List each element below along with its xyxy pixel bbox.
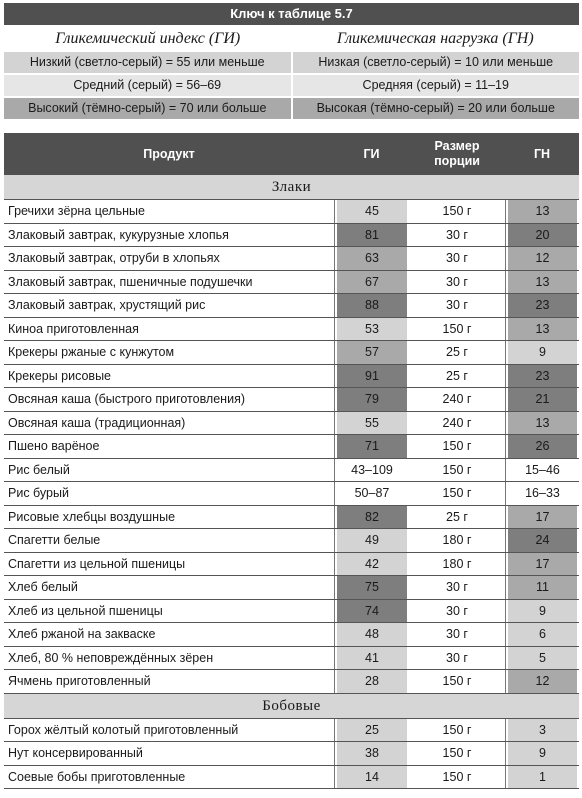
product-name: Гречихи зёрна цельные <box>8 204 145 219</box>
gn-value: 15–46 <box>525 462 560 477</box>
product-name: Рис белый <box>8 462 70 477</box>
portion-value: 30 г <box>446 298 468 313</box>
portion-value: 150 г <box>442 204 472 219</box>
gi-value: 42 <box>337 553 407 576</box>
table-row <box>4 766 579 790</box>
product-name: Крекеры рисовые <box>8 368 112 383</box>
table-row <box>4 341 579 365</box>
header-gn: ГН <box>533 146 551 161</box>
portion-value: 150 г <box>442 321 472 336</box>
key-gi-mid: Средний (серый) = 56–69 <box>4 75 291 96</box>
table-row <box>4 247 579 271</box>
gi-value: 75 <box>337 576 407 599</box>
product-name: Нут консервированный <box>8 746 143 761</box>
table-row <box>4 294 579 318</box>
portion-value: 150 г <box>442 674 472 689</box>
key-headings <box>4 25 579 52</box>
gi-cell <box>334 341 409 364</box>
gi-cell <box>334 271 409 294</box>
gn-value: 13 <box>508 271 577 294</box>
gn-cell <box>505 224 579 247</box>
gn-cell <box>505 482 579 505</box>
gn-cell <box>505 600 579 623</box>
gn-cell <box>505 365 579 388</box>
gn-value: 17 <box>508 553 577 576</box>
table-row <box>4 719 579 743</box>
gn-cell <box>505 742 579 765</box>
gi-cell <box>334 623 409 646</box>
portion-value: 30 г <box>446 274 468 289</box>
table-row <box>4 553 579 577</box>
product-name: Соевые бобы приготовленные <box>8 769 186 784</box>
gi-cell <box>334 412 409 435</box>
gi-value: 71 <box>337 435 407 458</box>
gn-cell <box>505 647 579 670</box>
gi-cell <box>334 294 409 317</box>
product-name: Хлеб белый <box>8 580 78 595</box>
header-gi: ГИ <box>363 146 380 161</box>
gi-value: 48 <box>337 623 407 646</box>
gn-value: 11 <box>508 576 577 599</box>
product-name: Овсяная каша (традиционная) <box>8 415 186 430</box>
gn-value: 5 <box>508 647 577 670</box>
product-name: Хлеб из цельной пшеницы <box>8 603 163 618</box>
gn-value: 13 <box>508 318 577 341</box>
gi-cell <box>334 766 409 789</box>
gn-cell <box>505 388 579 411</box>
gi-cell <box>334 435 409 458</box>
gn-value: 1 <box>508 766 577 789</box>
gn-value: 16–33 <box>525 486 560 501</box>
gn-cell <box>505 341 579 364</box>
gn-cell <box>505 459 579 482</box>
portion-value: 25 г <box>446 345 468 360</box>
gi-cell <box>334 318 409 341</box>
key-gi-high: Высокий (тёмно-серый) = 70 или больше <box>4 98 291 119</box>
product-name: Злаковый завтрак, хрустящий рис <box>8 298 206 313</box>
table-row <box>4 459 579 483</box>
gn-cell <box>505 247 579 270</box>
portion-value: 150 г <box>442 746 472 761</box>
gi-value: 81 <box>337 224 407 247</box>
gi-cell <box>334 719 409 742</box>
gn-value: 17 <box>508 506 577 529</box>
gn-value: 21 <box>508 388 577 411</box>
portion-value: 25 г <box>446 368 468 383</box>
product-name: Пшено варёное <box>8 439 100 454</box>
gi-value: 67 <box>337 271 407 294</box>
portion-value: 30 г <box>446 251 468 266</box>
gn-value: 12 <box>508 670 577 693</box>
product-name: Спагетти белые <box>8 533 101 548</box>
product-name: Горох жёлтый колотый приготовленный <box>8 722 239 737</box>
product-name: Хлеб, 80 % неповреждённых зёрен <box>8 650 214 665</box>
table-row <box>4 647 579 671</box>
product-name: Злаковый завтрак, отруби в хлопьях <box>8 251 220 266</box>
gn-value: 9 <box>508 742 577 765</box>
table-row <box>4 224 579 248</box>
gi-value: 57 <box>337 341 407 364</box>
gi-cell <box>334 365 409 388</box>
key-row-low <box>4 52 579 73</box>
gi-cell <box>334 742 409 765</box>
gn-value: 9 <box>508 600 577 623</box>
table-row <box>4 506 579 530</box>
gn-cell <box>505 670 579 693</box>
gi-cell <box>334 224 409 247</box>
table-row <box>4 670 579 694</box>
header-portion-label: Размер порции <box>434 139 480 168</box>
gi-value: 14 <box>337 766 407 789</box>
key-gn-heading: Гликемическая нагрузка (ГН) <box>336 30 534 47</box>
gn-value: 12 <box>508 247 577 270</box>
key-gi-low: Низкий (светло-серый) = 55 или меньше <box>4 52 291 73</box>
gi-value: 25 <box>337 719 407 742</box>
key-gn-low: Низкая (светло-серый) = 10 или меньше <box>293 52 580 73</box>
gi-value: 55 <box>337 412 407 435</box>
gn-cell <box>505 719 579 742</box>
section-heading: Бобовые <box>4 694 579 719</box>
table-row <box>4 576 579 600</box>
product-name: Злаковый завтрак, пшеничные подушечки <box>8 274 253 289</box>
key-row-mid <box>4 75 579 96</box>
gi-cell <box>334 647 409 670</box>
gi-cell <box>334 553 409 576</box>
portion-value: 150 г <box>442 722 472 737</box>
gn-cell <box>505 553 579 576</box>
gi-value: 88 <box>337 294 407 317</box>
gn-cell <box>505 435 579 458</box>
gn-value: 26 <box>508 435 577 458</box>
portion-value: 30 г <box>446 650 468 665</box>
key-gi-heading: Гликемический индекс (ГИ) <box>55 30 241 47</box>
gi-value: 63 <box>337 247 407 270</box>
gi-cell <box>334 459 409 482</box>
gi-cell <box>334 576 409 599</box>
table-row <box>4 600 579 624</box>
table-row <box>4 412 579 436</box>
product-name: Злаковый завтрак, кукурузные хлопья <box>8 227 229 242</box>
key-gn-mid: Средняя (серый) = 11–19 <box>293 75 580 96</box>
portion-value: 150 г <box>442 439 472 454</box>
gn-value: 23 <box>508 294 577 317</box>
gi-cell <box>334 600 409 623</box>
portion-value: 180 г <box>442 533 472 548</box>
gi-value: 43–109 <box>351 462 393 477</box>
table-row <box>4 623 579 647</box>
gi-cell <box>334 482 409 505</box>
table-header <box>4 133 579 175</box>
table-row <box>4 365 579 389</box>
gn-cell <box>505 529 579 552</box>
gn-value: 13 <box>508 412 577 435</box>
gn-cell <box>505 271 579 294</box>
product-name: Спагетти из цельной пшеницы <box>8 556 186 571</box>
gi-cell <box>334 200 409 223</box>
gn-value: 13 <box>508 200 577 223</box>
product-name: Овсяная каша (быстрого приготовления) <box>8 392 245 407</box>
gn-cell <box>505 766 579 789</box>
gn-value: 6 <box>508 623 577 646</box>
portion-value: 150 г <box>442 486 472 501</box>
section-heading: Злаки <box>4 175 579 200</box>
key-title: Ключ к таблице 5.7 <box>4 3 579 25</box>
gi-value: 28 <box>337 670 407 693</box>
gi-cell <box>334 529 409 552</box>
table-row <box>4 529 579 553</box>
gi-value: 38 <box>337 742 407 765</box>
table-row <box>4 435 579 459</box>
product-name: Рис бурый <box>8 486 69 501</box>
product-name: Киноа приготовленная <box>8 321 139 336</box>
key-row-high <box>4 98 579 119</box>
portion-value: 25 г <box>446 509 468 524</box>
portion-value: 240 г <box>442 392 472 407</box>
gi-value: 82 <box>337 506 407 529</box>
portion-value: 30 г <box>446 627 468 642</box>
gn-cell <box>505 412 579 435</box>
portion-value: 180 г <box>442 556 472 571</box>
table-key <box>4 3 579 121</box>
gi-value: 91 <box>337 365 407 388</box>
gi-cell <box>334 670 409 693</box>
portion-value: 150 г <box>442 462 472 477</box>
table-row <box>4 742 579 766</box>
portion-value: 30 г <box>446 227 468 242</box>
product-name: Ячмень приготовленный <box>8 674 151 689</box>
table-row <box>4 482 579 506</box>
key-gn-high: Высокая (тёмно-серый) = 20 или больше <box>293 98 580 119</box>
product-name: Хлеб ржаной на закваске <box>8 627 156 642</box>
portion-value: 30 г <box>446 603 468 618</box>
product-name: Крекеры ржаные с кунжутом <box>8 345 175 360</box>
gn-value: 9 <box>508 341 577 364</box>
table-row <box>4 388 579 412</box>
portion-value: 30 г <box>446 580 468 595</box>
gi-value: 50–87 <box>354 486 390 501</box>
gn-cell <box>505 318 579 341</box>
table-body <box>4 175 579 789</box>
gn-value: 20 <box>508 224 577 247</box>
table-row <box>4 271 579 295</box>
gi-value: 53 <box>337 318 407 341</box>
gi-value: 45 <box>337 200 407 223</box>
table-row <box>4 318 579 342</box>
gn-value: 24 <box>508 529 577 552</box>
table-row <box>4 200 579 224</box>
gi-cell <box>334 247 409 270</box>
gi-cell <box>334 388 409 411</box>
header-portion <box>409 133 505 175</box>
product-name: Рисовые хлебцы воздушные <box>8 509 176 524</box>
gn-value: 3 <box>508 719 577 742</box>
gn-value: 23 <box>508 365 577 388</box>
gi-value: 49 <box>337 529 407 552</box>
gi-cell <box>334 506 409 529</box>
gi-value: 41 <box>337 647 407 670</box>
gn-cell <box>505 200 579 223</box>
gn-cell <box>505 576 579 599</box>
portion-value: 240 г <box>442 415 472 430</box>
gn-cell <box>505 623 579 646</box>
gn-cell <box>505 506 579 529</box>
gi-value: 74 <box>337 600 407 623</box>
gn-cell <box>505 294 579 317</box>
portion-value: 150 г <box>442 769 472 784</box>
header-product: Продукт <box>143 146 195 161</box>
gi-value: 79 <box>337 388 407 411</box>
glycemic-table <box>4 133 579 789</box>
